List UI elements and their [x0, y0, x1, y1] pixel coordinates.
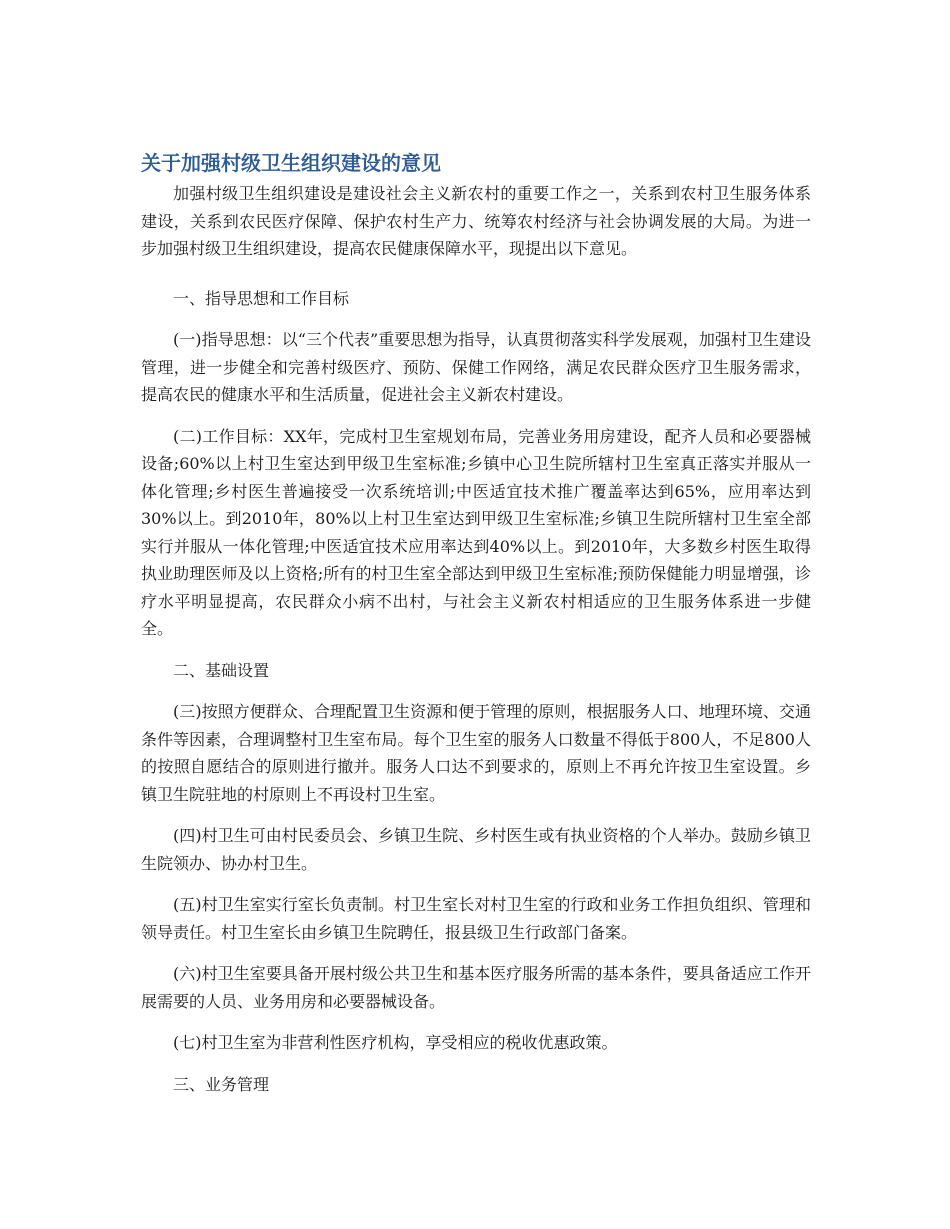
intro-paragraph: 加强村级卫生组织建设是建设社会主义新农村的重要工作之一，关系到农村卫生服务体系建设，关系到农民医疗保障、保护农村生产力、统筹农村经济与社会协调发展的大局。为进一步加强村级卫生组织建设，提高农民健康保障水平，现提出以下意见。: [141, 184, 811, 258]
document-title: 关于加强村级卫生组织建设的意见: [141, 151, 441, 175]
paragraph-item-4: (四)村卫生可由村民委员会、乡镇卫生院、乡村医生或有执业资格的个人举办。鼓励乡镇卫生院领办、协办村卫生。: [141, 826, 811, 873]
paragraph-work-goals: (二)工作目标：XX年，完成村卫生室规划布局，完善业务用房建设，配齐人员和必要器械设备;60%以上村卫生室达到甲级卫生室标准;乡镇中心卫生院所辖村卫生室真正落实并服从一体化管理;乡村医生普遍接受一次系统培训;中医适宜技术推广覆盖率达到65%，应用率达到30%以上。到2010年，80%以上村卫生室达到甲级卫生室标准;乡镇卫生院所辖村卫生室全部实行并服从一体化管理;中医适宜技术应用率达到40%以上。到2010年，大多数乡村医生取得执业助理医师及以上资格;所有的村卫生室全部达到甲级卫生室标准;预防保健能力明显增强，诊疗水平明显提高，农民群众小病不出村，与社会主义新农村相适应的卫生服务体系进一步健全。: [141, 426, 811, 638]
section-heading-2: 二、基础设置: [173, 660, 270, 680]
paragraph-item-3: (三)按照方便群众、合理配置卫生资源和便于管理的原则，根据服务人口、地理环境、交通条件等因素，合理调整村卫生室布局。每个卫生室的服务人口数量不得低于800人，不足800人的按照自愿结合的原则进行撤并。服务人口达不到要求的，原则上不再允许按卫生室设置。乡镇卫生院驻地的村原则上不再设村卫生室。: [141, 702, 811, 804]
paragraph-item-6: (六)村卫生室要具备开展村级公共卫生和基本医疗服务所需的基本条件，要具备适应工作开展需要的人员、业务用房和必要器械设备。: [141, 964, 811, 1011]
section-heading-1: 一、指导思想和工作目标: [173, 288, 350, 308]
paragraph-guiding-ideology: (一)指导思想：以“三个代表”重要思想为指导，认真贯彻落实科学发展观，加强村卫生建设管理，进一步健全和完善村级医疗、预防、保健工作网络，满足农民群众医疗卫生服务需求，提高农民的健康水平和生活质量，促进社会主义新农村建设。: [141, 330, 811, 404]
document-page: [141, 148, 811, 1112]
paragraph-item-7: (七)村卫生室为非营利性医疗机构，享受相应的税收优惠政策。: [173, 1033, 618, 1052]
section-heading-3: 三、业务管理: [173, 1074, 270, 1094]
paragraph-item-5: (五)村卫生室实行室长负责制。村卫生室长对村卫生室的行政和业务工作担负组织、管理和领导责任。村卫生室长由乡镇卫生院聘任，报县级卫生行政部门备案。: [141, 895, 811, 942]
